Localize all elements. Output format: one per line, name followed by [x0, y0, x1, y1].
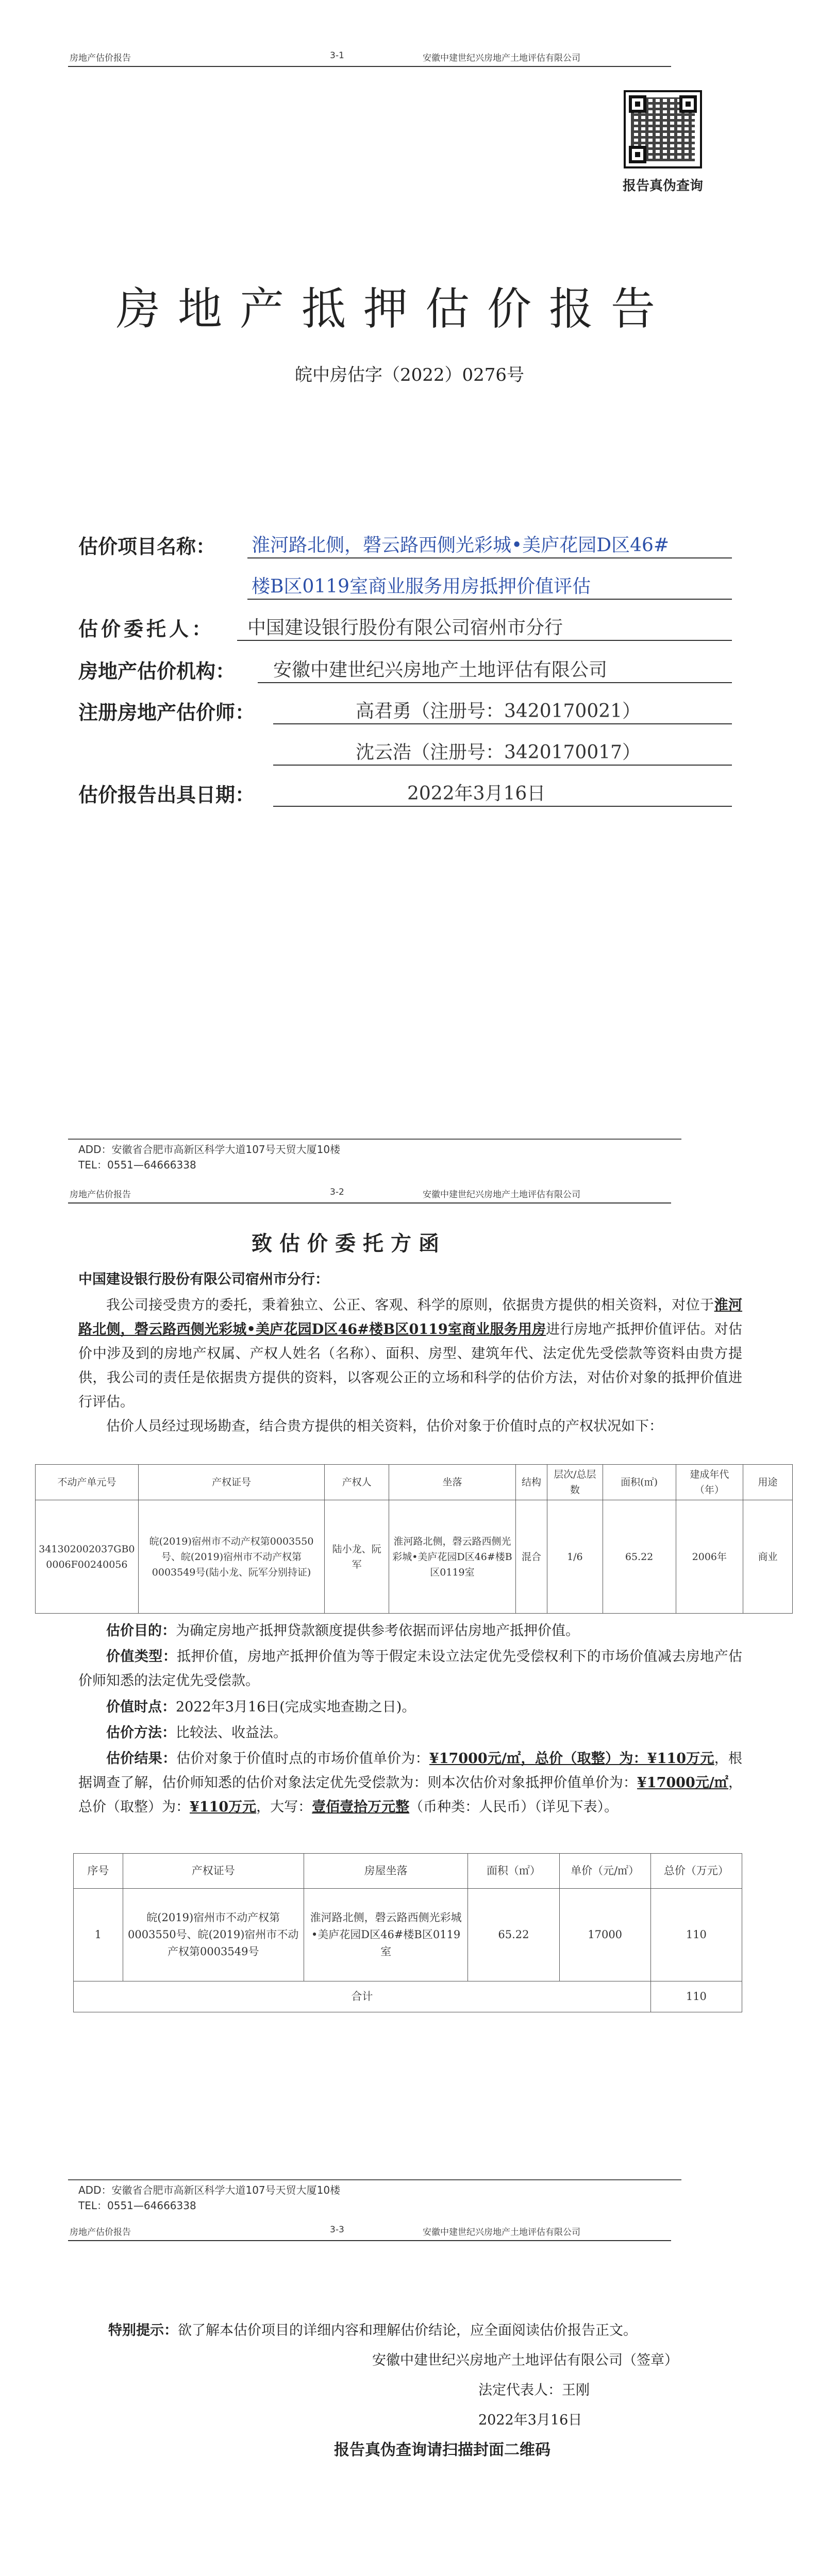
- header-page-number: 3-1: [330, 50, 344, 61]
- footer-rule: [68, 1139, 681, 1140]
- intro-property: 淮河路北侧，磬云路西侧光彩城•美庐花园D区46#楼B区0119室商业服务用房: [78, 1297, 743, 1337]
- table-header-row: [36, 1465, 793, 1500]
- value-type-label: 价值类型：: [106, 1649, 177, 1665]
- table-cell: 混合: [515, 1500, 547, 1614]
- header-page-number: 3-3: [330, 2225, 344, 2235]
- table-cell: 17000: [559, 1889, 650, 1981]
- result-text-a: 估价对象于价值时点的市场价值单价为：: [176, 1751, 429, 1767]
- table-header: 不动产单元号: [36, 1465, 139, 1500]
- table-cell: 65.22: [468, 1889, 559, 1981]
- header-rule: [68, 2240, 671, 2241]
- paragraph-result: [78, 1747, 742, 1819]
- underline: [273, 765, 732, 766]
- method-label: 估价方法：: [106, 1725, 176, 1741]
- method-text: 比较法、收益法。: [176, 1725, 287, 1741]
- paragraph-value-type: [78, 1645, 742, 1693]
- letter-title: 致估价委托方函: [252, 1231, 446, 1256]
- result-market-value: ¥17000元/㎡，总价（取整）为：¥110万元: [429, 1751, 714, 1767]
- result-text-i: （币种类：人民币）（详见下表）。: [409, 1799, 619, 1815]
- table-total-value: 110: [650, 1981, 742, 2012]
- field-value-appraiser-2: 沈云浩（注册号：3420170017）: [356, 742, 641, 763]
- table-header: 房屋坐落: [304, 1854, 468, 1889]
- field-label-project: 估价项目名称：: [78, 535, 216, 558]
- table-header: 产权人: [325, 1465, 389, 1500]
- result-text-e: ，总价（取整）为：: [78, 1775, 742, 1815]
- underline: [273, 723, 732, 724]
- field-label-client: 估价委托人：: [78, 617, 215, 640]
- result-total-words: 壹佰壹拾万元整: [312, 1799, 410, 1815]
- field-value-project-1: 淮河路北侧，磬云路西侧光彩城•美庐花园D区46#: [252, 535, 670, 556]
- addressee: 中国建设银行股份有限公司宿州市分行：: [78, 1272, 329, 1287]
- legal-representative: 法定代表人：王刚: [478, 2382, 590, 2398]
- signature-date: 2022年3月16日: [478, 2412, 582, 2428]
- underline: [273, 806, 732, 807]
- qr-caption: 报告真伪查询: [623, 178, 704, 194]
- result-label: 估价结果：: [106, 1751, 177, 1767]
- field-label-appraiser: 注册房地产估价师：: [78, 701, 255, 724]
- special-tip: [108, 2318, 742, 2343]
- scan-note: 报告真伪查询请扫描封面二维码: [334, 2441, 550, 2459]
- table-cell: 110: [650, 1889, 742, 1981]
- purpose-text: 为确定房地产抵押贷款额度提供参考依据而评估房地产抵押价值。: [176, 1623, 579, 1639]
- header-company: 安徽中建世纪兴房地产土地评估有限公司: [423, 53, 580, 63]
- field-value-appraiser-1: 高君勇（注册号：3420170021）: [356, 701, 641, 722]
- table-row: [36, 1500, 793, 1614]
- table-cell: 淮河路北侧，磬云路西侧光彩城•美庐花园D区46#楼B区0119室: [389, 1500, 515, 1614]
- paragraph-survey: 估价人员经过现场勘查，结合贵方提供的相关资料，估价对象于价值时点的产权状况如下：: [106, 1418, 663, 1434]
- table-header: 单价（元/㎡）: [559, 1854, 650, 1889]
- table-cell: 2006年: [676, 1500, 743, 1614]
- report-code: 皖中房估字（2022）0276号: [295, 365, 525, 385]
- footer-tel: TEL：0551—64666338: [78, 1159, 196, 1171]
- underline: [237, 640, 732, 641]
- table-cell: 皖(2019)宿州市不动产权第0003550号、皖(2019)宿州市不动产权第0003549号: [123, 1889, 304, 1981]
- header-company: 安徽中建世纪兴房地产土地评估有限公司: [423, 1190, 580, 1200]
- table-total-row: [74, 1981, 742, 2012]
- result-text-g: ，大写：: [256, 1799, 312, 1815]
- header-left: 房地产估价报告: [70, 1190, 131, 1200]
- table-cell: 淮河路北侧，磬云路西侧光彩城•美庐花园D区46#楼B区0119室: [304, 1889, 468, 1981]
- table-header-row: [74, 1854, 742, 1889]
- table-header: 序号: [74, 1854, 123, 1889]
- header-company: 安徽中建世纪兴房地产土地评估有限公司: [423, 2227, 580, 2238]
- table-header: 产权证号: [123, 1854, 304, 1889]
- table-header: 产权证号: [138, 1465, 324, 1500]
- table-header: 结构: [515, 1465, 547, 1500]
- table-cell: 1: [74, 1889, 123, 1981]
- table-header: 用途: [743, 1465, 793, 1500]
- table-total-label: 合计: [74, 1981, 651, 2012]
- table-cell: 1/6: [547, 1500, 603, 1614]
- field-value-agency: 安徽中建世纪兴房地产土地评估有限公司: [273, 659, 608, 681]
- paragraph-method: [78, 1721, 742, 1745]
- header-left: 房地产估价报告: [70, 53, 131, 63]
- purpose-label: 估价目的：: [106, 1623, 176, 1639]
- tip-label: 特别提示：: [108, 2323, 178, 2338]
- footer-tel: TEL：0551—64666338: [78, 2199, 196, 2212]
- underline: [258, 682, 732, 683]
- field-value-client: 中国建设银行股份有限公司宿州市分行: [247, 617, 563, 638]
- table-header: 面积(㎡): [603, 1465, 676, 1500]
- table-row: [74, 1889, 742, 1981]
- report-title: 房地产抵押估价报告: [116, 283, 673, 335]
- footer-address: ADD：安徽省合肥市高新区科学大道107号天贸大厦10楼: [78, 1143, 341, 1156]
- company-signature: 安徽中建世纪兴房地产土地评估有限公司（签章）: [372, 2352, 678, 2368]
- value-time-text: 2022年3月16日(完成实地查勘之日)。: [176, 1699, 416, 1715]
- result-total-price: ¥110万元: [190, 1799, 257, 1815]
- table-cell: 341302002037GB00006F00240056: [36, 1500, 139, 1614]
- table-cell: 皖(2019)宿州市不动产权第0003550号、皖(2019)宿州市不动产权第0003549号(陆小龙、阮军分别持证): [138, 1500, 324, 1614]
- intro-text-a: 我公司接受贵方的委托，秉着独立、公正、客观、科学的原则，依据贵方提供的相关资料，对位于: [106, 1297, 714, 1313]
- qr-code-icon[interactable]: [624, 90, 702, 168]
- table-header: 面积（㎡）: [468, 1854, 559, 1889]
- valuation-table: [73, 1853, 742, 2012]
- field-value-project-2: 楼B区0119室商业服务用房抵押价值评估: [252, 576, 591, 597]
- table-header: 坐落: [389, 1465, 515, 1500]
- footer-address: ADD：安徽省合肥市高新区科学大道107号天贸大厦10楼: [78, 2184, 341, 2196]
- intro-text-c: 进行房地产抵押价值评估。对估价中涉及到的房地产权属、产权人姓名（名称）、面积、房型、建筑年代、法定优先受偿款等资料由贵方提供，我公司的责任是依据贵方提供的资料，以客观公正的立场和科学的估价方法，对估价对象的抵押价值进行评估。: [78, 1321, 743, 1410]
- header-rule: [68, 1202, 671, 1204]
- footer-rule: [68, 2179, 681, 2180]
- field-label-agency: 房地产估价机构：: [78, 659, 236, 683]
- table-header: 层次/总层数: [547, 1465, 603, 1500]
- result-text-c: ，根据调查了解，估价师知悉的估价对象法定优先受偿款为：则本次估价对象抵押价值单价为：: [78, 1751, 743, 1791]
- value-type-text: 抵押价值，房地产抵押价值为等于假定未设立法定优先受偿权利下的市场价值减去房地产估价师知悉的法定优先受偿款。: [78, 1649, 743, 1689]
- paragraph-value-time: [78, 1695, 742, 1719]
- table-header: 总价（万元）: [650, 1854, 742, 1889]
- underline: [247, 599, 732, 600]
- field-value-date: 2022年3月16日: [407, 783, 546, 804]
- tip-text: 欲了解本估价项目的详细内容和理解估价结论，应全面阅读估价报告正文。: [178, 2323, 637, 2338]
- paragraph-intro: [78, 1293, 742, 1414]
- header-left: 房地产估价报告: [70, 2227, 131, 2238]
- property-table: [35, 1464, 793, 1614]
- table-cell: 65.22: [603, 1500, 676, 1614]
- result-unit-price: ¥17000元/㎡: [637, 1775, 728, 1791]
- underline: [247, 557, 732, 558]
- table-header: 建成年代（年）: [676, 1465, 743, 1500]
- header-rule: [68, 66, 671, 67]
- field-label-date: 估价报告出具日期：: [78, 783, 255, 806]
- table-cell: 陆小龙、阮军: [325, 1500, 389, 1614]
- header-page-number: 3-2: [330, 1187, 344, 1197]
- paragraph-purpose: [78, 1619, 742, 1643]
- value-time-label: 价值时点：: [106, 1699, 176, 1715]
- table-cell: 商业: [743, 1500, 793, 1614]
